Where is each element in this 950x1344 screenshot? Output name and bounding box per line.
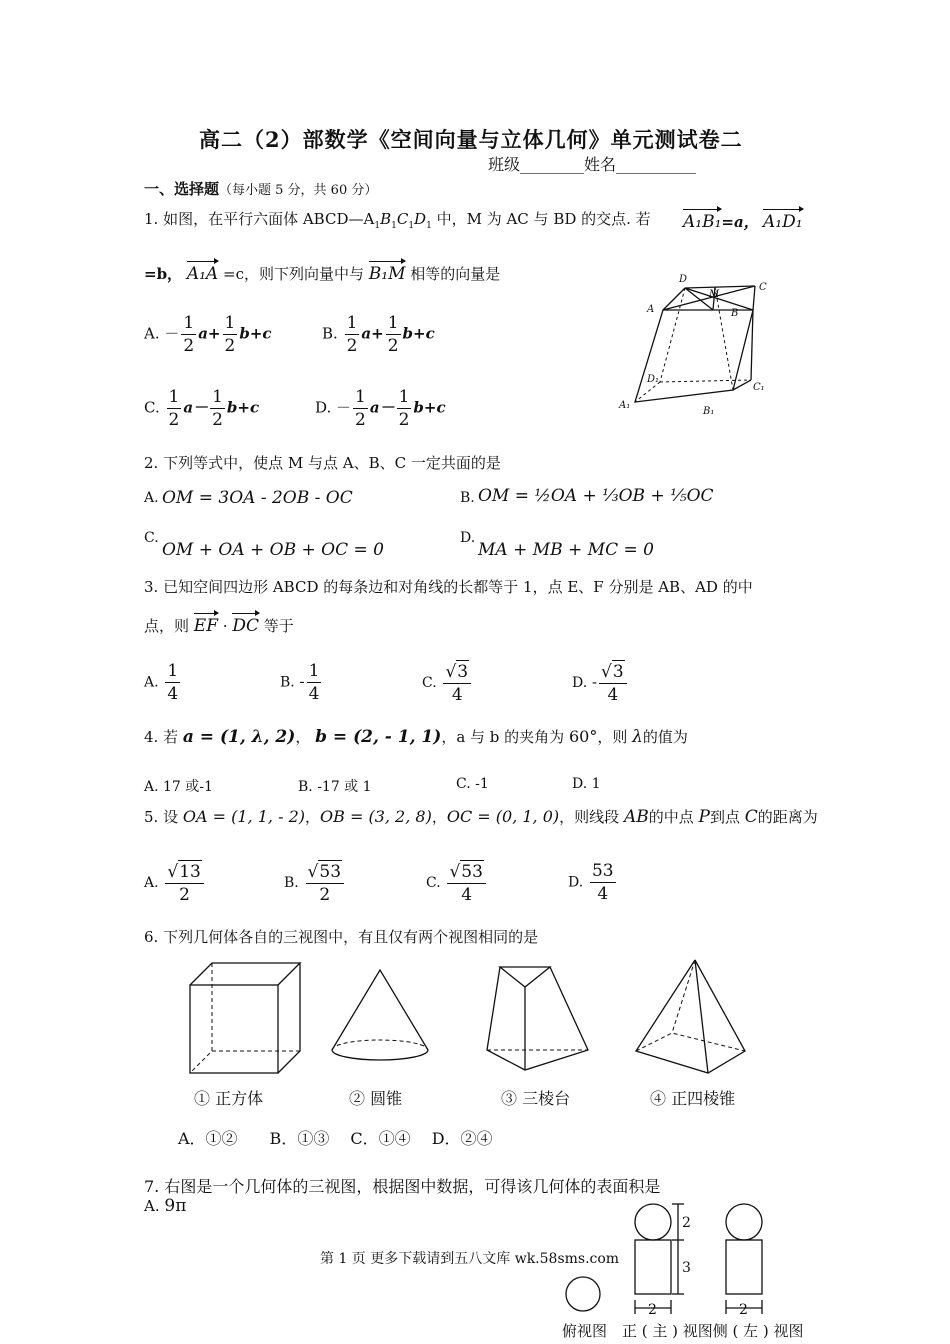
label-c: C: [759, 282, 767, 293]
q3-option-d[interactable]: D. - $\frac{√3}{4}$: [572, 660, 629, 706]
q2-option-c[interactable]: OM + OA + OB + OC = 0: [162, 540, 384, 560]
q3-option-b[interactable]: B. - $\frac{1}{4}$: [280, 661, 320, 704]
q7-option-a[interactable]: A. 9π: [144, 1196, 187, 1216]
q2-option-d-label[interactable]: D.: [460, 530, 476, 546]
dim-2-top: 2: [682, 1215, 691, 1231]
q6-solids-figure: [180, 955, 760, 1085]
q2-option-b-label[interactable]: B.: [460, 490, 475, 506]
q6-options[interactable]: A．①② B．①③ C．①④ D．②④: [178, 1129, 493, 1148]
dim-2-side: 2: [739, 1302, 748, 1318]
q1-line2: =b， A₁A =c，则下列向量中与 B₁M 相等的向量是: [144, 258, 500, 284]
q1-option-c[interactable]: C. $\frac{1}{2}$ a－ $\frac{1}{2}$ b+c: [144, 387, 260, 430]
section-heading: 一、选择题（每小题 5 分，共 60 分）: [144, 180, 378, 198]
q2-option-b[interactable]: OM = ½OA + ⅓OB + ⅕OC: [478, 486, 714, 506]
q2-option-d[interactable]: MA + MB + MC = 0: [478, 540, 654, 560]
q4-option-d[interactable]: D. 1: [572, 776, 601, 792]
solid-label-pyramid: ④ 正四棱锥: [650, 1089, 736, 1108]
q4-option-c[interactable]: C. -1: [456, 776, 489, 792]
q4-option-b[interactable]: B. -17 或 1: [298, 779, 372, 795]
q2-option-a-label[interactable]: A.: [144, 490, 159, 506]
q1-text: 1. 如图，在平行六面体 $ABCD—A_1B_1C_1D_1$ 中，M 为 AC 与 BD 的交点. 若: [144, 210, 651, 231]
q4-option-a[interactable]: A. 17 或-1: [144, 779, 213, 795]
q7-text: 7. 右图是一个几何体的三视图，根据图中数据，可得该几何体的表面积是: [144, 1177, 661, 1196]
q5-option-b[interactable]: B. $\frac{√53}{2}$: [284, 860, 346, 906]
dim-3: 3: [682, 1260, 691, 1276]
label-c1: C₁: [753, 382, 765, 393]
q3-line2: 点，则 EF · DC 等于: [144, 600, 294, 636]
label-d: D: [679, 274, 688, 285]
q2-option-a[interactable]: OM = 3OA - 2OB - OC: [162, 488, 353, 508]
page-footer: 第 1 页 更多下载请到五八文库 wk.58sms.com: [320, 1251, 620, 1267]
q3-option-c[interactable]: C. $\frac{√3}{4}$: [422, 660, 473, 706]
q5-option-d[interactable]: D. $\frac{53}{4}$: [568, 861, 614, 904]
solid-label-cone: ② 圆锥: [349, 1089, 403, 1108]
label-b: B: [731, 308, 739, 319]
q1-option-a[interactable]: A. － $\frac{1}{2}$ a+ $\frac{1}{2}$ b+c: [144, 313, 272, 356]
label-a: A: [647, 304, 655, 315]
q3-line1: 3. 已知空间四边形 ABCD 的每条边和对角线的长都等于 1，点 E、F 分别是 AB、AD 的中: [144, 578, 753, 596]
q3-option-a[interactable]: A. $\frac{1}{4}$: [144, 661, 179, 704]
q6-text: 6. 下列几何体各自的三视图中，有且仅有两个视图相同的是: [144, 928, 539, 946]
page-title: 高二（2）部数学《空间向量与立体几何》单元测试卷二: [199, 127, 743, 152]
parallelepiped-figure: [615, 270, 785, 425]
label-m: M: [709, 289, 720, 300]
q1-option-d[interactable]: D. － $\frac{1}{2}$ a－ $\frac{1}{2}$ b+c: [315, 387, 446, 430]
q2-text: 2. 下列等式中，使点 M 与点 A、B、C 一定共面的是: [144, 454, 501, 472]
solid-label-frustum: ③ 三棱台: [501, 1089, 571, 1108]
q2-option-c-label[interactable]: C.: [144, 530, 159, 546]
q1-vec-b: A₁D₁: [763, 206, 803, 232]
q5-option-a[interactable]: A. $\frac{√13}{2}$: [144, 860, 206, 906]
q5-text: 5. 设 OA = (1, 1, - 2)，OB = (3, 2, 8)，OC = (0, 1, 0)，则线段 AB的中点 P到点 C的距离为: [144, 807, 818, 827]
label-a1: A₁: [619, 400, 631, 411]
label-b1: B₁: [703, 406, 715, 417]
class-name-line: 班级________姓名__________: [488, 155, 697, 174]
q4-text: 4. 若 a = (1, λ, 2)， b = (2, - 1, 1)，a 与 b 的夹角为 60°，则 λ的值为: [144, 727, 688, 747]
solid-label-cube: ① 正方体: [194, 1089, 264, 1108]
dim-2-front: 2: [648, 1302, 657, 1318]
three-view-labels: 俯视图 正 ( 主 ) 视图侧 ( 左 ) 视图: [562, 1322, 804, 1340]
q1-vec-a: A₁B₁=a，: [683, 206, 759, 232]
q5-option-c[interactable]: C. $\frac{√53}{4}$: [426, 860, 488, 906]
label-d1: D₁: [647, 374, 660, 385]
q1-option-b[interactable]: B. $\frac{1}{2}$ a+ $\frac{1}{2}$ b+c: [322, 313, 435, 356]
